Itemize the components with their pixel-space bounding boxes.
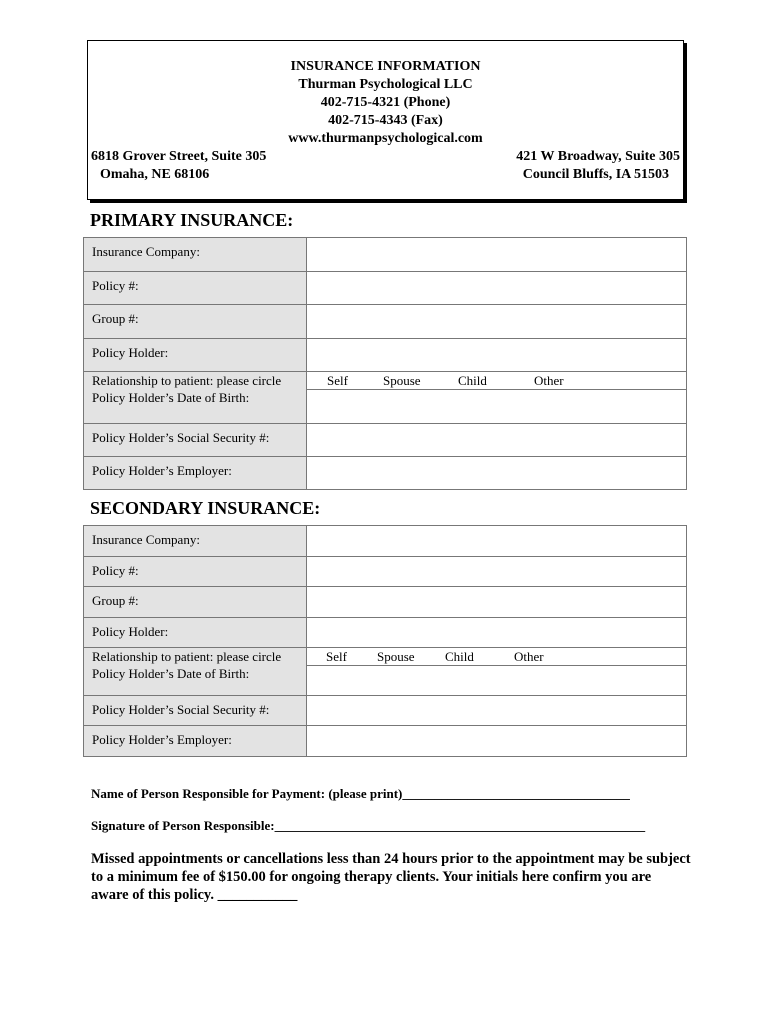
company-name: Thurman Psychological LLC [298,77,473,92]
omaha-address-line2: Omaha, NE 68106 [100,167,210,182]
primary-row-group [84,305,687,339]
secondary-policy-label: Policy #: [92,563,139,578]
secondary-option-self[interactable]: Self [326,649,347,664]
phone-number: 402-715-4321 (Phone) [320,95,451,110]
secondary-row-dob [84,665,687,695]
secondary-insurance-company-field[interactable] [307,526,687,557]
primary-ssn-label: Policy Holder’s Social Security #: [92,429,270,445]
primary-row-relationship [84,372,687,390]
primary-policy-holder-label: Policy Holder: [92,345,169,360]
primary-insurance-table [83,237,687,490]
primary-policy-holder-field[interactable] [307,339,687,372]
primary-row-policy-holder [84,339,687,372]
primary-option-other[interactable]: Other [534,373,564,388]
secondary-insurance-company-label: Insurance Company: [92,532,200,547]
primary-insurance-company-label: Insurance Company: [92,244,200,259]
primary-row-ssn [84,423,687,456]
primary-option-self[interactable]: Self [327,373,348,388]
secondary-row-group [84,587,687,618]
secondary-relationship-options [307,648,687,666]
primary-employer-label: Policy Holder’s Employer: [92,462,232,478]
secondary-row-insurance-company [84,526,687,557]
primary-row-employer [84,456,687,489]
cancellation-policy-text: Missed appointments or cancellations less than 24 hours prior to the appointment may be subject to a minimum fee of $150.00 for ongoing therapy clients. Your initials here confirm you are aware of this policy. ___________ [91,851,691,903]
secondary-row-relationship [84,648,687,666]
primary-relationship-options [307,372,687,390]
council-bluffs-address-line2: Council Bluffs, IA 51503 [522,167,669,182]
secondary-group-label: Group #: [92,593,139,608]
secondary-employer-label: Policy Holder’s Employer: [92,731,232,747]
secondary-policy-holder-label: Policy Holder: [92,624,169,639]
secondary-dob-field[interactable] [307,665,687,695]
primary-policy-field[interactable] [307,272,687,305]
primary-group-label: Group #: [92,311,139,326]
secondary-row-employer [84,725,687,756]
primary-employer-field[interactable] [307,456,687,489]
primary-row-insurance-company [84,238,687,272]
secondary-dob-label: Policy Holder’s Date of Birth: [92,666,250,681]
secondary-row-policy-holder [84,618,687,648]
responsible-person-name-line[interactable]: Name of Person Responsible for Payment: (please print)___________________________________ [91,786,630,801]
secondary-employer-field[interactable] [307,725,687,756]
primary-option-spouse[interactable]: Spouse [383,373,421,388]
primary-policy-label: Policy #: [92,278,139,293]
secondary-ssn-label: Policy Holder’s Social Security #: [92,701,270,717]
council-bluffs-address-line1: 421 W Broadway, Suite 305 [516,149,680,164]
fax-number: 402-715-4343 (Fax) [328,113,443,128]
primary-row-policy [84,272,687,305]
secondary-row-ssn [84,695,687,725]
primary-insurance-heading: PRIMARY INSURANCE: [90,210,294,230]
secondary-option-child[interactable]: Child [445,649,474,664]
secondary-ssn-field[interactable] [307,695,687,725]
primary-dob-label: Policy Holder’s Date of Birth: [92,390,250,405]
header-box [87,40,684,200]
secondary-insurance-heading: SECONDARY INSURANCE: [90,498,321,518]
secondary-relationship-label: Relationship to patient: please circle [92,649,282,664]
primary-relationship-label: Relationship to patient: please circle [92,373,282,388]
form-title: INSURANCE INFORMATION [290,59,481,74]
secondary-group-field[interactable] [307,587,687,618]
primary-option-child[interactable]: Child [458,373,487,388]
website: www.thurmanpsychological.com [288,131,483,146]
secondary-insurance-table [83,525,687,757]
secondary-option-spouse[interactable]: Spouse [377,649,415,664]
secondary-option-other[interactable]: Other [514,649,544,664]
omaha-address-line1: 6818 Grover Street, Suite 305 [91,149,267,164]
primary-ssn-field[interactable] [307,423,687,456]
primary-insurance-company-field[interactable] [307,238,687,272]
primary-group-field[interactable] [307,305,687,339]
secondary-policy-field[interactable] [307,557,687,587]
responsible-person-signature-line[interactable]: Signature of Person Responsible:_________________________________________________________ [91,818,646,833]
primary-row-dob [84,389,687,423]
primary-dob-field[interactable] [307,389,687,423]
secondary-policy-holder-field[interactable] [307,618,687,648]
secondary-row-policy [84,557,687,587]
